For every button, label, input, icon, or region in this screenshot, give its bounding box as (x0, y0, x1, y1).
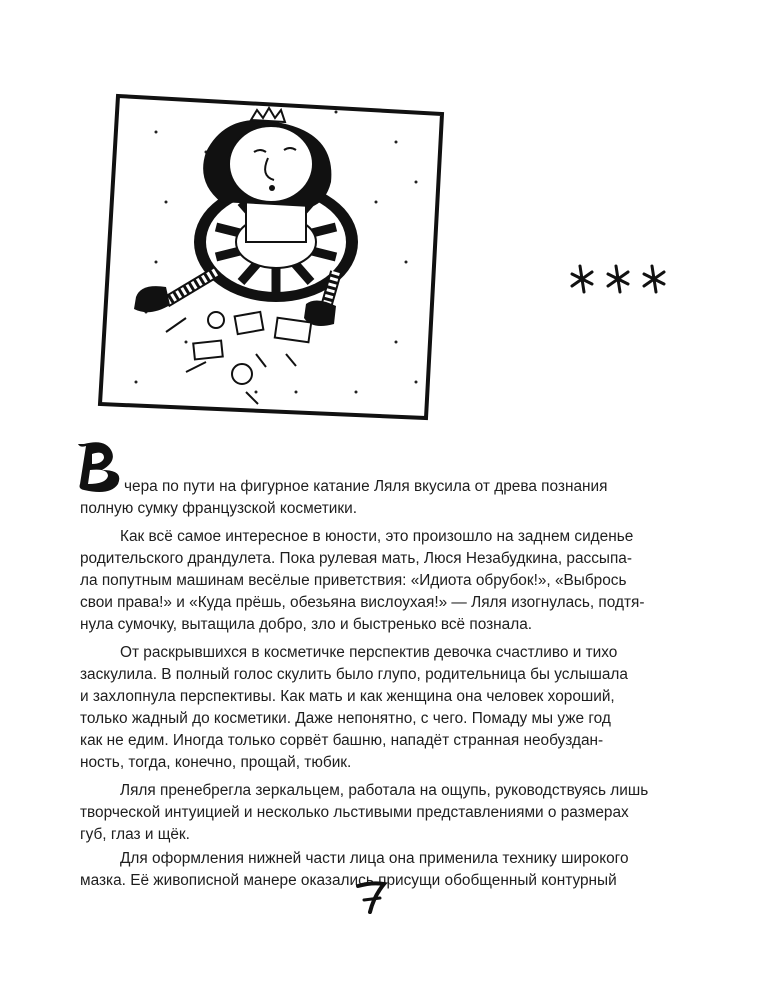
text-line: нула сумочку, вытащила добро, зло и быстренько всё познала. (80, 616, 533, 633)
text-line: Для оформления нижней части лица она применила технику широкого (120, 850, 629, 867)
page-number (352, 878, 392, 918)
text-line: От раскрывшихся в косметичке перспектив девочка счастливо и тихо (120, 644, 618, 661)
text-line: свои права!» и «Куда прёшь, обезьяна вислоухая!» — Ляля изогнулась, подтя- (80, 594, 645, 611)
text-line: губ, глаз и щёк. (80, 826, 190, 843)
dropcap-letter (76, 440, 120, 492)
text-line: Ляля пренебрегла зеркальцем, работала на ощупь, руководствуясь лишь (120, 782, 649, 799)
text-line: как не едим. Иногда только сорвёт башню, нападёт странная необуздан- (80, 732, 604, 749)
text-line: ла попутным машинам весёлые приветствия: «Идиота обрубок!», «Выбрось (80, 572, 627, 589)
text-line: и захлопнула перспективы. Как мать и как женщина она человек хороший, (80, 688, 615, 705)
asterisks-icon (570, 262, 666, 296)
text-line: творческой интуицией и несколько льстивыми представлениями о размерах (80, 804, 629, 821)
section-divider (570, 262, 666, 296)
text-line: заскулила. В полный голос скулить было глупо, родительница бы услышала (80, 666, 628, 683)
girl-with-cosmetics-illustration (96, 92, 446, 422)
text-line: родительского драндулета. Пока рулевая мать, Люся Незабудкина, рассыпа- (80, 550, 632, 567)
text-line: полную сумку французской косметики. (80, 500, 357, 517)
text-line: мазка. Её живописной манере оказались присущи обобщенный контурный (80, 872, 617, 889)
text-line: Как всё самое интересное в юности, это произошло на заднем сиденье (120, 528, 634, 545)
illustration-frame (96, 92, 446, 422)
text-line: ность, тогда, конечно, прощай, тюбик. (80, 754, 352, 771)
text-line: только жадный до косметики. Даже непонятно, с чего. Помаду мы уже год (80, 710, 611, 727)
text-line: чера по пути на фигурное катание Ляля вкусила от древа познания (124, 478, 608, 495)
